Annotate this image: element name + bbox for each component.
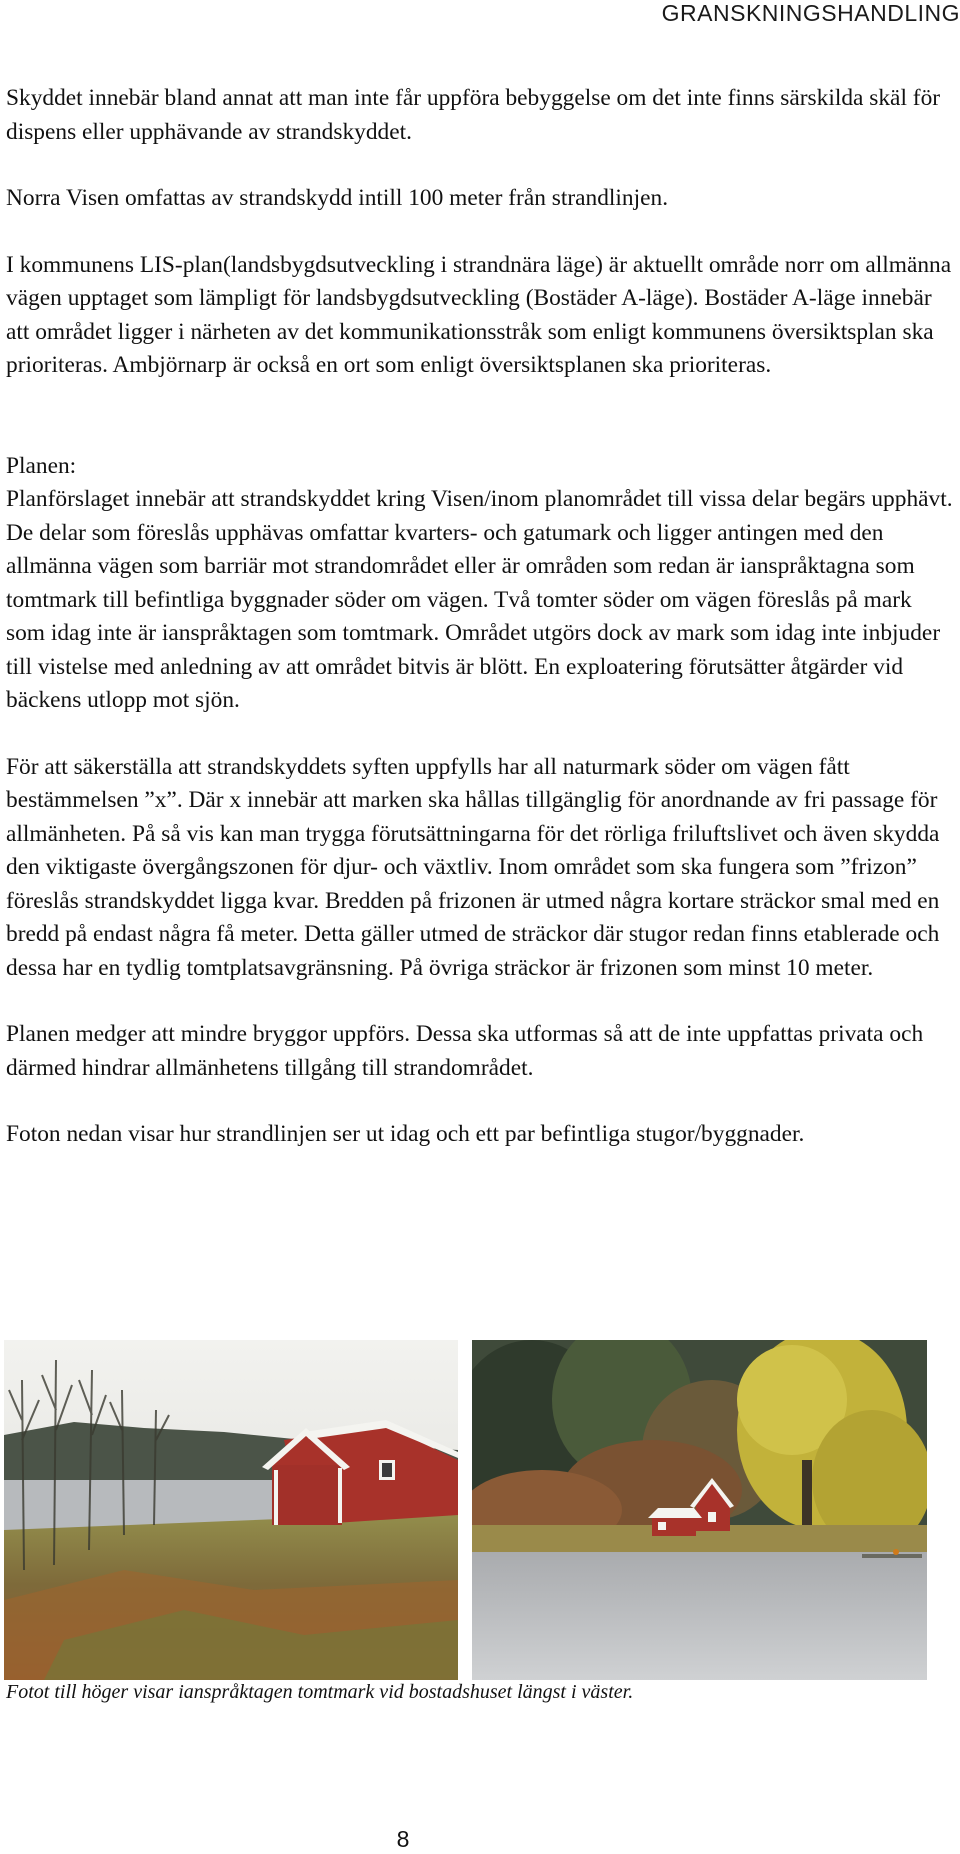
paragraph-strandskydd-intro: Skyddet innebär bland annat att man inte får uppföra bebyggelse om det inte finns särskilda skäl för dispens eller upphävande av strandskyddet. (6, 85, 941, 145)
photo-lake-cottages (472, 1340, 927, 1680)
paragraph-frizon: För att säkerställa att strandskyddets syften uppfylls har all naturmark söder om vägen fått bestämmelsen ”x”. Där x innebär att marken ska hållas tillgänglig för anordnande av fri passage för allmänheten. På så vis kan man trygga förutsättningarna för det rörliga friluftslivet och även skydda den viktigaste övergångszonen för djur- och växtliv. Inom området som ska fungera som ”frizon” föreslås strandskyddet ligga kvar. Bredden på frizonen är utmed några kortare sträckor smal med en bredd på endast några få meter. Detta gäller utmed de sträckor där stugor redan finns etablerade och dessa har en tydlig tomtplatsavgränsning. På övriga sträckor är frizonen som minst 10 meter. (6, 753, 940, 981)
section-heading-planen: Planen: (6, 452, 77, 479)
photo-shoreline-cottage (4, 1340, 458, 1680)
paragraph-norra-visen: Norra Visen omfattas av strandskydd intill 100 meter från strandlinjen. (6, 185, 669, 211)
paragraph-lis-plan: I kommunens LIS-plan(landsbygdsutveckling i strandnära läge) är aktuellt område norr om allmänna vägen upptaget som lämpligt för landsbygdsutveckling (Bostäder A-läge). Bostäder A-läge innebär att området ligger i närheten av det kommunikationsstråk som enligt kommunens översiktsplan ska prioriteras. Ambjörnarp är också en ort som enligt översiktsplanen ska prioriteras. (6, 251, 952, 378)
photo-row (4, 1340, 924, 1680)
photo-shoreline-cottage-image (4, 1340, 458, 1680)
paragraph-foton-intro: Foton nedan visar hur strandlinjen ser ut idag och ett par befintliga stugor/byggnader. (6, 1121, 805, 1147)
document-status-header: GRANSKNINGSHANDLING (661, 0, 960, 26)
page-number: 8 (396, 1826, 410, 1852)
photo-lake-cottages-image (472, 1340, 927, 1680)
photo-caption: Fotot till höger visar ianspråktagen tomtmark vid bostadshuset längst i väster. (6, 1681, 634, 1703)
paragraph-planforslaget: Planförslaget innebär att strandskyddet kring Visen/inom planområdet till vissa delar begärs upphävt. De delar som föreslås upphävas omfattar kvarters- och gatumark och ligger antingen med den allmänna vägen som barriär mot strandområdet eller är områden som redan är ianspråktagna som tomtmark till befintliga byggnader söder om vägen. Två tomter söder om vägen föreslås på mark som idag inte är ianspråktagen som tomtmark. Området utgörs dock av mark som idag inte inbjuder till vistelse med anledning av att området bitvis är blött. En exploatering förutsätter åtgärder vid bäckens utlopp mot sjön. (6, 486, 953, 713)
body-text (6, 82, 956, 1152)
paragraph-bryggor: Planen medger att mindre bryggor uppförs. Dessa ska utformas så att de inte uppfattas privata och därmed hindrar allmänhetens tillgång till strandområdet. (6, 1021, 924, 1081)
